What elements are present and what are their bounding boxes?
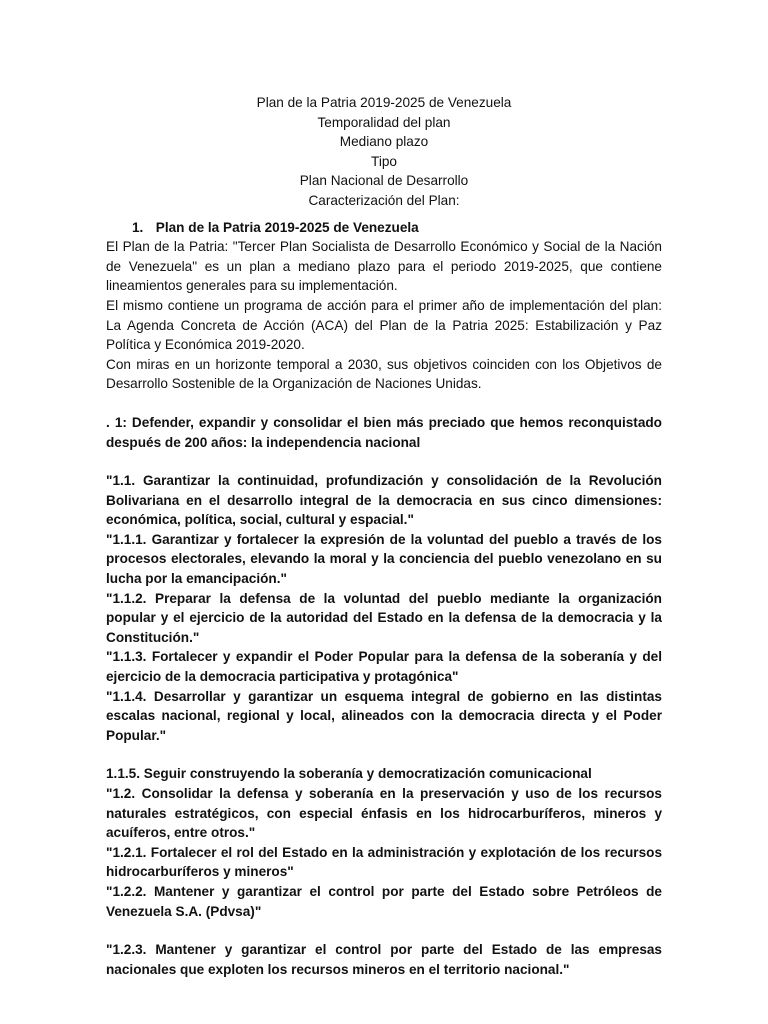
objective-1-2-2: "1.2.2. Mantener y garantizar el control por parte del Estado sobre Petróleos de Venezuela S.A. (Pdvsa)" [106,883,662,919]
objective-1: . 1: Defender, expandir y consolidar el bien más preciado que hemos reconquistado después de 200 años: la independencia nacional [106,414,662,450]
document-title: Plan de la Patria 2019-2025 de Venezuela [256,95,512,110]
objective-1-1-5: 1.1.5. Seguir construyendo la soberanía y democratización comunicacional [106,766,592,782]
spacer [106,745,662,764]
temporality-value: Mediano plazo [339,134,429,150]
intro-paragraph-3: Con miras en un horizonte temporal a 2030, sus objetivos coinciden con los Objetivos de Desarrollo Sostenible de la Organización de Naciones Unidas. [106,356,662,392]
type-value: Plan Nacional de Desarrollo [299,173,469,189]
objective-1-2-3: "1.2.3. Mantener y garantizar el control por parte del Estado de las empresas nacionales que exploten los recursos mineros en el territorio nacional." [106,942,662,977]
section-number: 1. [132,219,144,235]
spacer [106,921,662,940]
temporality-label: Temporalidad del plan [317,114,451,130]
spacer [106,452,662,471]
characterization-label: Caracterización del Plan: [308,192,460,208]
objective-1-1-1: "1.1.1. Garantizar y fortalecer la expresión de la voluntad del pueblo a través de los procesos electorales, elevando la moral y la conciencia del pueblo venezolano en su lucha por la emancipación." [106,531,662,587]
document-header [106,93,662,211]
section-heading [106,218,662,238]
objective-1-1: "1.1. Garantizar la continuidad, profundización y consolidación de la Revolución Bolivariana en el desarrollo integral de la democracia en sus cinco dimensiones: económica, política, social, cultural y espacial." [106,473,662,528]
objective-1-2: "1.2. Consolidar la defensa y soberanía en la preservación y uso de los recursos naturales estratégicos, con especial énfasis en los hidrocarburíferos, mineros y acuíferos, entre otros." [106,786,662,841]
type-label: Tipo [371,153,397,169]
objective-1-1-4: "1.1.4. Desarrollar y garantizar un esquema integral de gobierno en las distintas escalas nacional, regional y local, alineados con la democracia directa y el Poder Popular." [106,688,662,743]
objective-1-2-1: "1.2.1. Fortalecer el rol del Estado en la administración y explotación de los recursos hidrocarburíferos y mineros" [106,844,662,880]
intro-paragraph-2: El mismo contiene un programa de acción para el primer año de implementación del plan: La Agenda Concreta de Acción (ACA) del Plan de la Patria 2025: Estabilización y Paz Política y Económica 2019-2020. [106,297,662,353]
objective-1-1-3: "1.1.3. Fortalecer y expandir el Poder Popular para la defensa de la soberanía y del ejercicio de la democracia participativa y protagónica" [106,649,662,685]
intro-paragraph-1: El Plan de la Patria: "Tercer Plan Socialista de Desarrollo Económico y Social de la Nación de Venezuela" es un plan a mediano plazo para el periodo 2019-2025, que contiene lineamientos generales para su implementación. [106,239,662,294]
spacer [106,394,662,413]
section-title: Plan de la Patria 2019-2025 de Venezuela [155,219,419,235]
objective-1-1-2: "1.1.2. Preparar la defensa de la voluntad del pueblo mediante la organización popular y el ejercicio de la autoridad del Estado en la defensa de la democracia y la Constitución." [106,590,662,645]
